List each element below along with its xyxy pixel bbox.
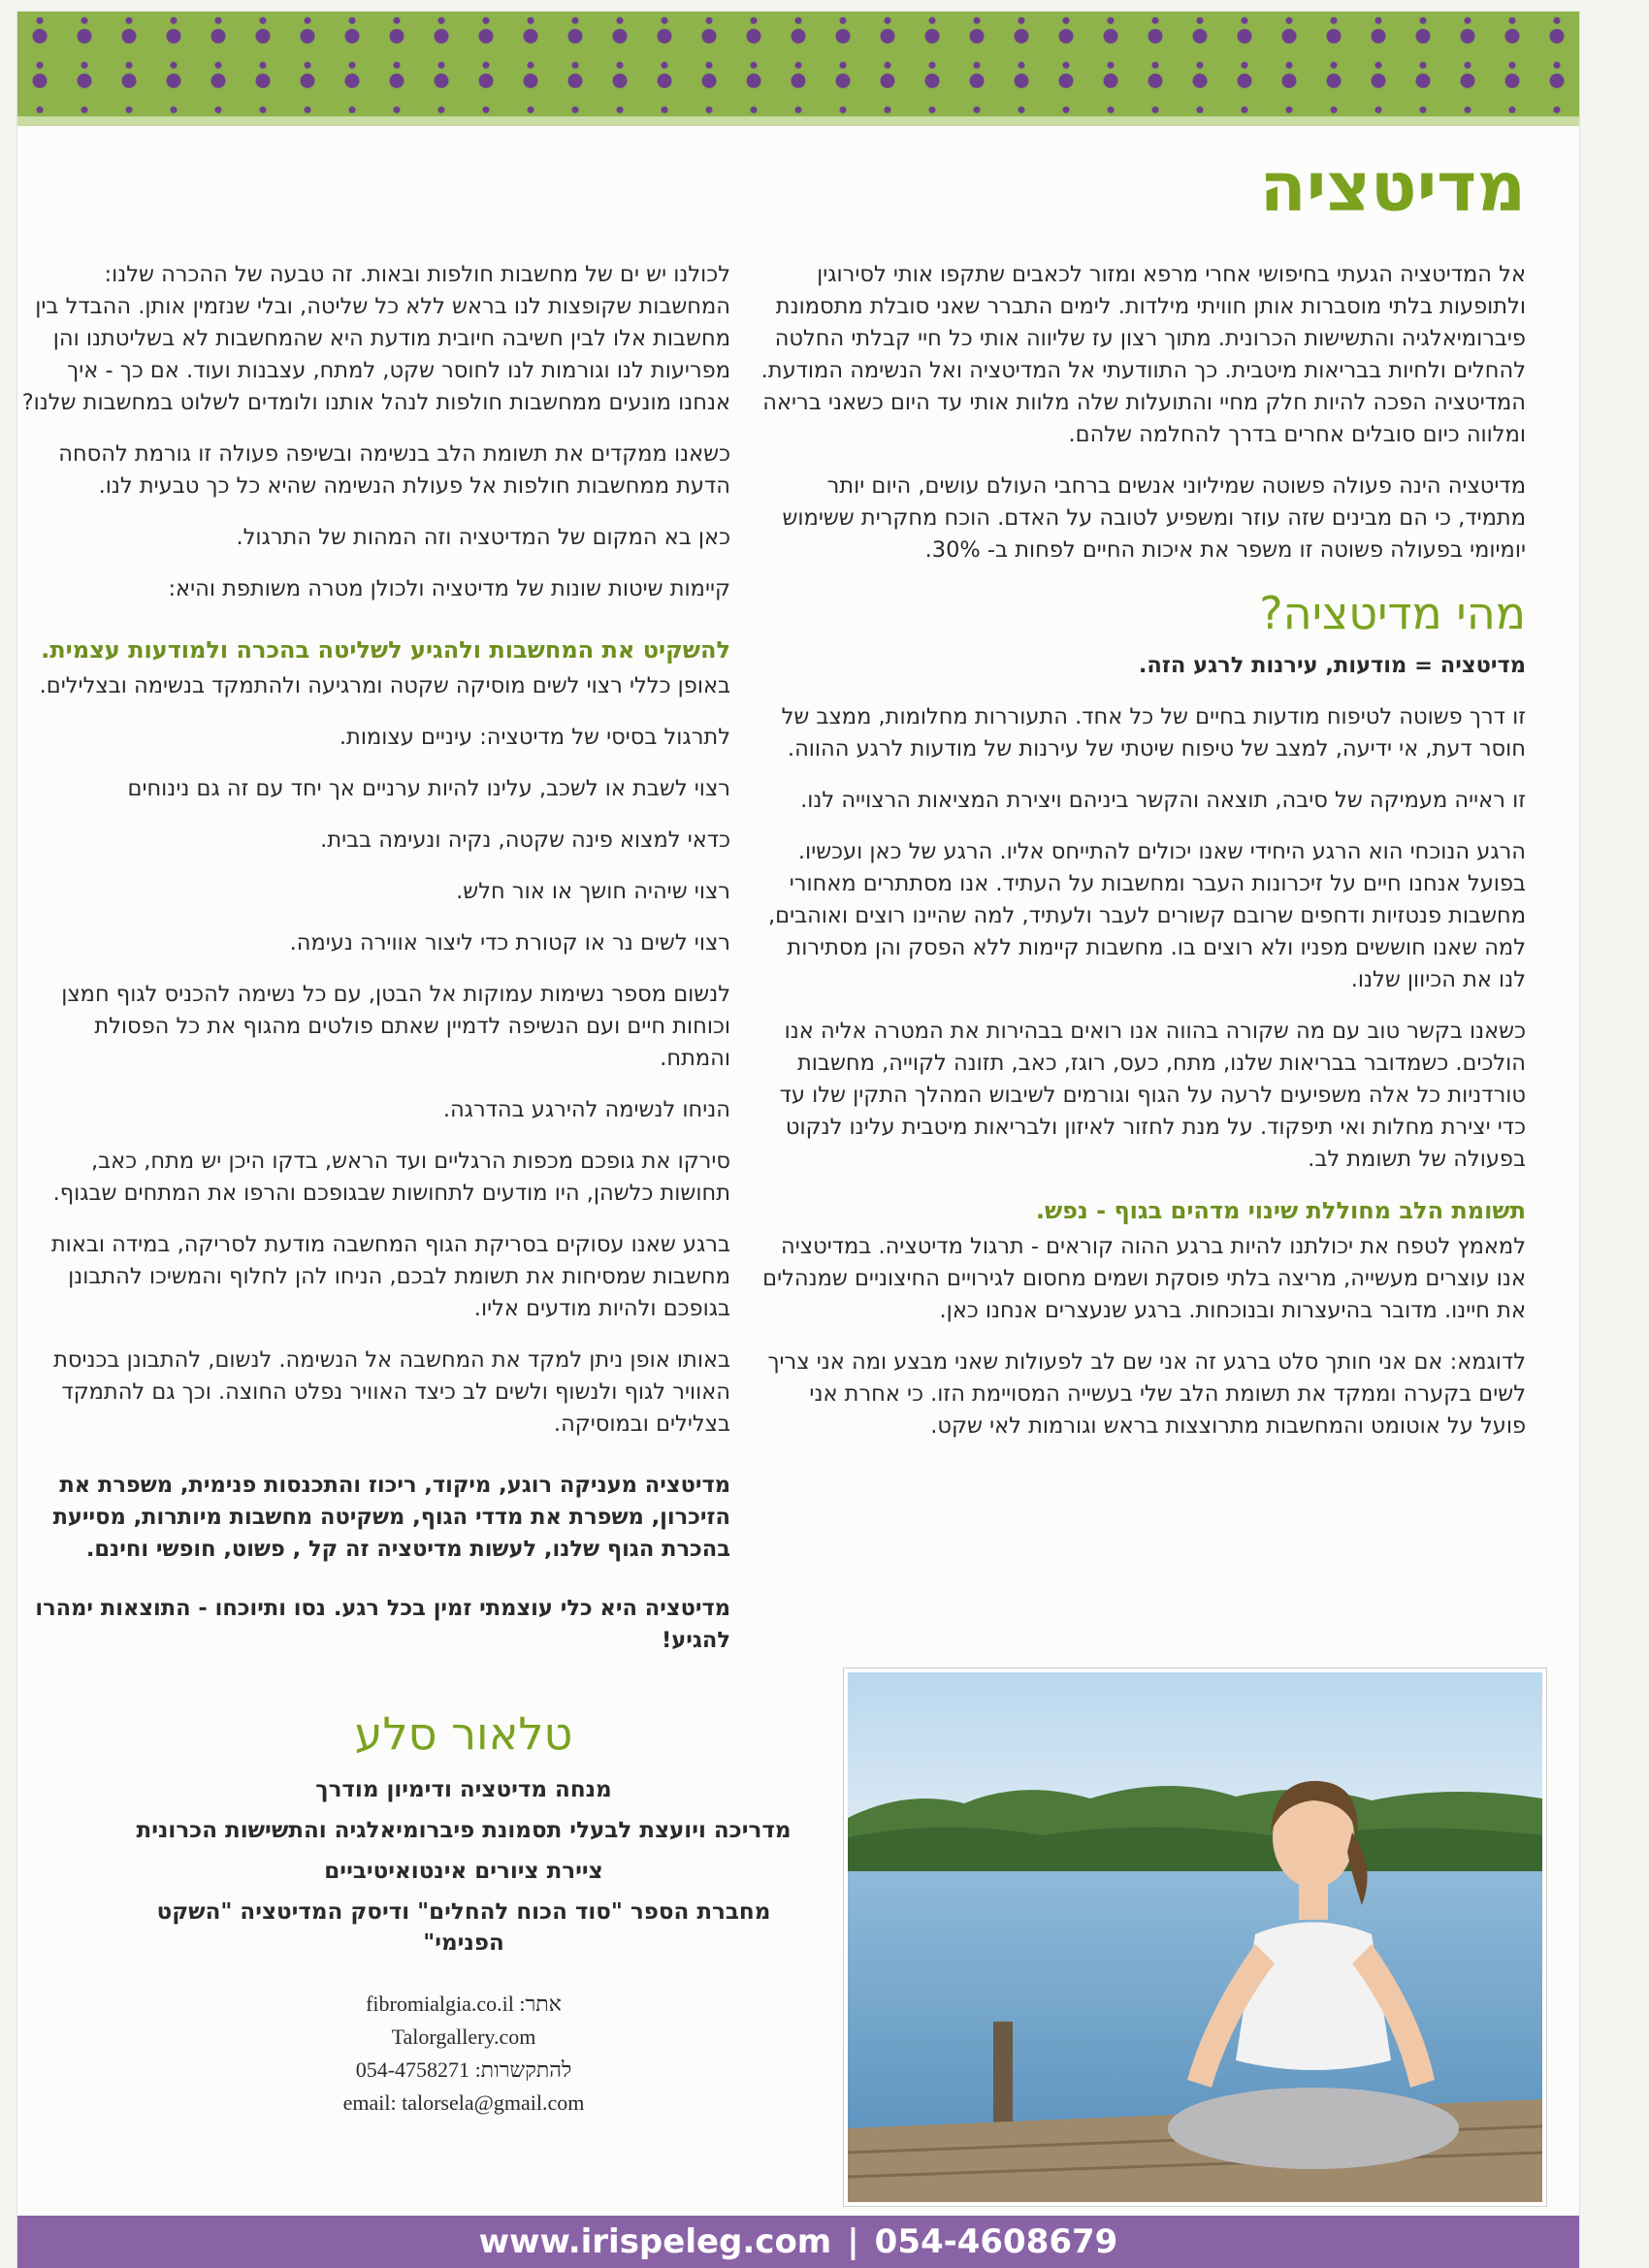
left-paragraph: כשאנו ממקדים את תשומת הלב בנשימה ובשיפה פעולה זו גורמת להסחה הדעת ממחשבות חולפות אל פעולת הנשימה שהיא כל כך טבעית לנו. bbox=[58, 441, 730, 499]
magazine-page bbox=[17, 12, 1579, 2268]
phone-line bbox=[134, 2054, 793, 2087]
footer-separator: | bbox=[847, 2222, 859, 2261]
site-label: אתר: bbox=[519, 1992, 562, 2016]
decorative-pattern-band bbox=[17, 12, 1579, 116]
intro-paragraph: מדיטציה הינה פעולה פשוטה שמיליוני אנשים ברחבי העולם עושים, היום יותר מתמיד, כי הם מבינים שזה עוזר ומשפיע לטובה על האדם. הוכח מחקרית ששימוש יומיומי בפעולה פשוטה זו משפר את איכות החיים לפחות ב- 30%. bbox=[782, 473, 1526, 563]
what-line: הרגע הנוכחי הוא הרגע היחידי שאנו יכולים להתייחס אליו. הרגע של כאן ועכשיו. בפועל אנחנו חיים על זיכרונות העבר ומחשבות על העתיד. אנו מסתתרים מאחורי מחשבות פנטזיות ודחפים שרובם קשורים לעבר ולעתיד, למה שהיינו רוצים ואוהבים, למה שאנו חוששים מפניו ולא רוצים בו. מחשבות קיימות ללא הפסק והן מסתירות לנו את הכיוון שלנו. bbox=[767, 839, 1526, 992]
practice-line: לנשום מספר נשימות עמוקות אל הבטן, עם כל נשימה להכניס לגוף חמצן וכוחות חיים ועם הנשיפה לדמיין שאתם פולטים מהגוף את כל הפסולת והמתח. bbox=[61, 982, 730, 1071]
author-email[interactable]: email: talorsela@gmail.com bbox=[342, 2090, 585, 2115]
footer-band bbox=[17, 2216, 1579, 2268]
what-line: זו ראייה מעמיקה של סיבה, תוצאה והקשר ביניהם ויצירת המציאות הרצוייה לנו. bbox=[800, 788, 1526, 813]
woman-meditating-on-dock-illustration bbox=[848, 1672, 1542, 2202]
footer-phone: 054-4608679 bbox=[874, 2222, 1118, 2261]
what-line: כשאנו בקשר טוב עם מה שקורה בהווה אנו רואים בבהירות את המטרה אליה אנו הולכים. כשמדובר בבריאות שלנו, מתח, כעס, רוגז, כאב, תזונה לקוייה, מחשבות טורדניות כל אלה משפיעים לרעה על הגוף וגורמים לשיבוש המהלך התקין שלו עד כדי יצירת מחלות ואי תיפקוד. על מנת לחזור לאיזון ולבריאות מיטבית עלינו לנקוט בפעולה של תשומת לב. bbox=[779, 1019, 1526, 1172]
author-name: טלאור סלע bbox=[354, 1707, 573, 1760]
meditation-photo bbox=[844, 1669, 1546, 2206]
decorative-band-edge bbox=[17, 116, 1579, 126]
article-title: מדיטציה bbox=[1259, 147, 1526, 227]
site-link-2[interactable]: Talorgallery.com bbox=[391, 2025, 536, 2049]
benefits-paragraph: מדיטציה מעניקה רוגע, מיקוד, ריכוז והתכנסות פנימית, משפרת את הזיכרון, משפרת את מדדי הגוף, משקיטה מחשבות מיותרות, מסייעת בהכרת הגוף שלנו, לעשות מדיטציה זה קל , פשוט, חופשי וחינם. bbox=[52, 1473, 730, 1562]
quiet-heading: להשקיט את המחשבות ולהגיע לשליטה בהכרה ולמודעות עצמית. bbox=[41, 636, 730, 664]
practice-line: סירקו את גופכם מכפות הרגליים ועד הראש, בדקו היכן יש מתח, כאב, תחושות כלשהן, היו מודעים לתחושות שבגופכם והרפו את המתחים שבגוף. bbox=[52, 1149, 730, 1206]
author-role: מנחה מדיטציה ודימיון מודרך bbox=[315, 1777, 612, 1802]
practice-line: הניחו לנשימה להירגע בהדרגה. bbox=[442, 1097, 730, 1122]
attention-line: לדוגמא: אם אני חותך סלט ברגע זה אני שם לב לפעולות שאני מבצע ומה אני צריך לשים בקערה וממקד את תשומת הלב שלי בעשייה המסויימת הזו. כי אחרת אני פועל על אוטומט והמחשבות מתרוצצות בראש וגורמות לאי שקט. bbox=[767, 1349, 1526, 1439]
author-phone: 054-4758271 bbox=[355, 2057, 470, 2082]
left-paragraph: לכולנו יש ים של מחשבות חולפות ובאות. זה טבעה של ההכרה שלנו: המחשבות שקופצות לנו בראש ללא כל שליטה, ובלי שנזמין אותן. ההבדל בין מחשבות אלו לבין חשיבה חיובית מודעת היא שהמחשבות לא בשליטתנו והן מפריעות לנו וגורמות לנו לחוסר שקט, למתח, עצבנות ועוד. אם כך - איך אנחנו מונעים ממחשבות חולפות לנהל אותנו ולומדים לשלוט במחשבות שלנו? bbox=[21, 262, 730, 415]
practice-line: לתרגול בסיסי של מדיטציה: עיניים עצומות. bbox=[339, 725, 730, 750]
practice-line: באותו אופן ניתן למקד את המחשבה אל הנשימה. לנשום, להתבונן בכניסת האוויר לגוף ולנשוף ולשים לב כיצד האוויר נפלט החוצה. וכך גם להתמקד בצלילים ובמוסיקה. bbox=[53, 1347, 730, 1437]
left-paragraph: קיימות שיטות שונות של מדיטציה ולכולן מטרה משותפת והיא: bbox=[168, 576, 730, 601]
practice-line: ברגע שאנו עסוקים בסריקת הגוף המחשבה מודעת לסריקה, במידה ובאות מחשבות שמסיחות את תשומת לבכם, הניחו להן לחלוף והמשיכו להתבונן בגופכם ולהיות מודעים אליו. bbox=[50, 1232, 730, 1321]
author-role: מחברת הספר "סוד הכוח להחלים" ודיסק המדיטציה "השקט הפנימי" bbox=[156, 1899, 771, 1956]
closing-paragraph: מדיטציה היא כלי עוצמתי זמין בכל רגע. נסו ותיוכחו - התוצאות ימהרו להגיע! bbox=[35, 1596, 730, 1653]
practice-line: רצוי שיהיה חושך או אור חלש. bbox=[456, 879, 730, 904]
attention-heading: תשומת הלב מחוללת שינוי מדהים בגוף - נפש. bbox=[1035, 1197, 1526, 1224]
intro-paragraph: אל המדיטציה הגעתי בחיפושי אחרי מרפא ומזור לכאבים שתקפו אותי לסירוגין ולתופעות בלתי מוסברות אותן חוויתי מילדות. לימים התברר שאני סובלת מתסמונת פיברומיאלגיה והתשישות הכרונית. מתוך רצון עז שליווה אותי כל חיי קבלתי החלטה להחלים ולחיות בבריאות מיטבית. כך התוודעתי אל המדיטציה ואל הנשימה המודעת. המדיטציה הפכה להיות חלק מחיי והתועלות שלה מלוות אותי עד היום כשאני בריאה ומלווה כיום סובלים אחרים בדרך להחלמה שלהם. bbox=[760, 262, 1526, 447]
site-line-2 bbox=[134, 2021, 793, 2054]
right-column bbox=[760, 259, 1526, 1462]
practice-line: כדאי למצוא פינה שקטה, נקיה ונעימה בבית. bbox=[320, 827, 730, 853]
site-line-1 bbox=[134, 1988, 793, 2021]
what-lead: מדיטציה = מודעות, עירנות לרגע הזה. bbox=[1138, 653, 1526, 678]
footer-website-link[interactable]: www.irispeleg.com bbox=[478, 2222, 832, 2261]
what-line: זו דרך פשוטה לטיפוח מודעות בחיים של כל אחד. התעוררות מחלומות, ממצב של חוסר דעת, אי ידיעה, למצב של טיפוח שיטתי של עירנות של מודעות לרגע ההווה. bbox=[781, 704, 1526, 761]
email-line bbox=[134, 2087, 793, 2120]
practice-line: רצוי לשים נר או קטורת כדי ליצור אווירה נעימה. bbox=[289, 930, 730, 956]
what-is-heading: מהי מדיטציה? bbox=[1259, 587, 1526, 639]
left-column bbox=[17, 259, 730, 1676]
author-role: ציירת ציורים אינטואיטיביים bbox=[324, 1859, 603, 1884]
attention-line: למאמץ לטפח את יכולתנו להיות ברגע ההוה קוראים - תרגול מדיטציה. במדיטציה אנו עוצרים מעשייה, מריצה בלתי פוסקת ושמים מחסום לגירויים החיצוניים שמנהלים את חיינו. מדובר בהיעצרות ובנוכחות. ברגע שנעצרים אנחנו כאן. bbox=[762, 1234, 1526, 1323]
practice-line: רצוי לשבת או לשכב, עלינו להיות ערניים אך יחד עם זה גם נינוחים bbox=[127, 776, 730, 801]
left-paragraph: כאן בא המקום של המדיטציה וזה המהות של התרגול. bbox=[236, 525, 730, 550]
author-role: מדריכה ויועצת לבעלי תסמונת פיברומיאלגיה והתשישות הכרונית bbox=[136, 1818, 792, 1843]
phone-label: להתקשרות: bbox=[474, 2057, 572, 2082]
practice-line: באופן כללי רצוי לשים מוסיקה שקטה ומרגיעה ולהתמקד בנשימה ובצלילים. bbox=[39, 673, 730, 698]
site-link-1[interactable]: fibromialgia.co.il bbox=[366, 1992, 514, 2016]
author-signature bbox=[134, 1704, 793, 2120]
